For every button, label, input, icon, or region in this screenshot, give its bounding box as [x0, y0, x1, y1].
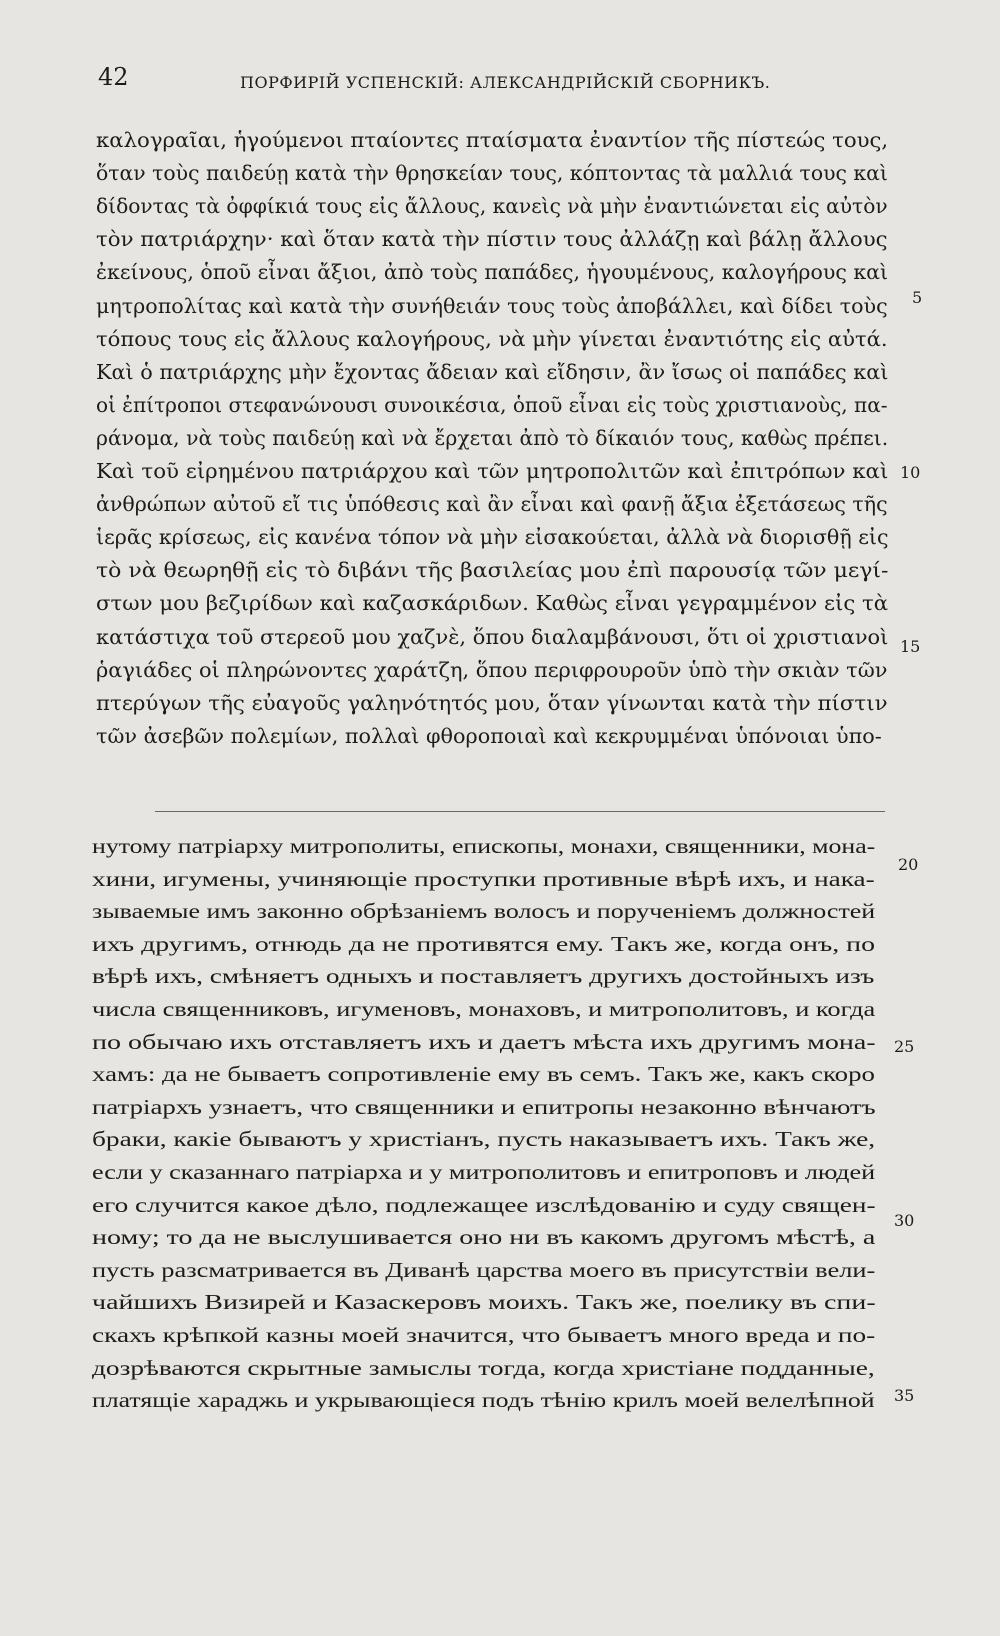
greek-line: ῥαγιάδες οἱ πληρώνοντες χαράτζη, ὅπου περιφρουροῦν ὑπὸ τὴν σκιὰν τῶν — [96, 657, 888, 682]
line-number: 10 — [900, 463, 921, 482]
greek-line: οἱ ἐπίτροποι στεφανώνουσι συνοικέσια, ὁποῦ εἶναι εἰς τοὺς χριστιανοὺς, πα- — [96, 392, 888, 417]
line-number: 5 — [912, 288, 923, 307]
russian-line: ихъ другимъ, отнюдь да не противятся ему. Такъ же, когда онъ, по — [92, 931, 875, 956]
greek-line: τόπους τους εἰς ἄλλους καλογήρους, νὰ μὴν γίνεται ἐναντιότης εἰς αὐτά. — [96, 326, 888, 351]
greek-line: ὅταν τοὺς παιδεύῃ κατὰ τὴν θρησκείαν τους, κόπτοντας τὰ μαλλιά τους καὶ — [96, 161, 888, 186]
russian-line: патріархъ узнаетъ, что священники и епитропы незаконно вѣнчаютъ — [92, 1094, 876, 1119]
greek-line: τὸν πατριάρχην· καὶ ὅταν κατὰ τὴν πίστιν τους ἀλλάζῃ καὶ βάλῃ ἄλλους — [96, 227, 888, 252]
page-number: 42 — [98, 63, 129, 91]
russian-line: числа священниковъ, игуменовъ, монаховъ, и митрополитовъ, и когда — [92, 997, 876, 1021]
greek-line: πτερύγων τῆς εὐαγοῦς γαληνότητός μου, ὅταν γίνωνται κατὰ τὴν πίστιν — [96, 690, 888, 715]
greek-line: καλογραῖαι, ἡγούμενοι πταίοντες πταίσματα ἐναντίον τῆς πίστεώς τους, — [96, 128, 889, 152]
russian-line: вѣрѣ ихъ, смѣняетъ одныхъ и поставляетъ другихъ достойныхъ изъ — [92, 964, 875, 989]
russian-line: зываемые имъ законно обрѣзаніемъ волосъ и порученіемъ должностей — [92, 899, 876, 924]
line-number: 20 — [898, 855, 919, 874]
russian-line: по обычаю ихъ отставляетъ ихъ и даетъ мѣста ихъ другимъ мона- — [92, 1029, 876, 1054]
greek-line: κατάστιχα τοῦ στερεοῦ μου χαζνὲ, ὅπου διαλαμβάνουσι, ὅτι οἱ χριστιανοὶ — [96, 624, 889, 649]
russian-line: платящіе хараджь и укрывающіеся подъ тѣнію крилъ моей велелѣпной — [92, 1388, 875, 1413]
greek-line: ἐκείνους, ὁποῦ εἶναι ἄξιοι, ἀπὸ τοὺς παπάδες, ἡγουμένους, καλογήρους καὶ — [96, 260, 889, 285]
line-number: 30 — [894, 1211, 915, 1230]
russian-line: хамъ: да не бываетъ сопротивленіе ему въ семъ. Такъ же, какъ скоро — [92, 1062, 875, 1087]
greek-line: ἱερᾶς κρίσεως, εἰς κανένα τόπον νὰ μὴν εἰσακούεται, ἀλλὰ νὰ διορισθῇ εἰς — [96, 525, 889, 550]
russian-line: пусть разсматривается въ Диванѣ царства моего въ присутствіи вели- — [92, 1257, 876, 1282]
line-number: 15 — [900, 637, 921, 656]
divider-rule — [155, 811, 885, 812]
greek-line: τῶν ἀσεβῶν πολεμίων, πολλαὶ φθοροποιαὶ καὶ κεκρυμμέναι ὑπόνοιαι ὑπο- — [96, 723, 882, 748]
russian-line: дозрѣваются скрытные замыслы тогда, когда христіане подданные, — [92, 1355, 875, 1380]
greek-line: μητροπολίτας καὶ κατὰ τὴν συνήθειάν τους τοὺς ἀποβάλλει, καὶ δίδει τοὺς — [96, 293, 888, 318]
russian-line: чайшихъ Визирей и Казаскеровъ моихъ. Такъ же, поелику въ спи- — [92, 1290, 876, 1315]
greek-line: δίδοντας τὰ ὀφφίκιά τους εἰς ἄλλους, κανεὶς νὰ μὴν ἐναντιώνεται εἰς αὐτὸν — [96, 194, 888, 219]
greek-line: Καὶ τοῦ εἰρημένου πατριάρχου καὶ τῶν μητροπολιτῶν καὶ ἐπιτρόπων καὶ — [96, 459, 889, 483]
russian-line: браки, какіе бываютъ у христіанъ, пусть наказываетъ ихъ. Такъ же, — [92, 1127, 876, 1152]
greek-line: στων μου βεζιρίδων καὶ καζασκάριδων. Καθὼς εἶναι γεγραμμένον εἰς τὰ — [96, 591, 889, 616]
russian-line: нутому патріарху митрополиты, епископы, монахи, священники, мона- — [92, 834, 876, 858]
greek-line: ἀνθρώπων αὐτοῦ εἴ τις ὑπόθεσις καὶ ἂν εἶναι καὶ φανῇ ἄξια ἐξετάσεως τῆς — [96, 492, 888, 517]
running-title: ПОРФИРІЙ УСПЕНСКІЙ: АЛЕКСАНДРІЙСКІЙ СБОРНИКЪ. — [240, 73, 771, 92]
greek-line: Καὶ ὁ πατριάρχης μὴν ἔχοντας ἄδειαν καὶ εἴδησιν, ἂν ἴσως οἱ παπάδες καὶ — [96, 359, 889, 384]
greek-line: ράνομα, νὰ τοὺς παιδεύῃ καὶ νὰ ἔρχεται ἀπὸ τὸ δίκαιόν τους, καθὼς πρέπει. — [96, 425, 889, 450]
russian-line: его случится какое дѣло, подлежащее изслѣдованію и суду священ- — [92, 1192, 876, 1217]
line-number: 25 — [894, 1037, 915, 1056]
russian-line: ному; то да не выслушивается оно ни въ какомъ другомъ мѣстѣ, а — [92, 1225, 876, 1250]
russian-line: скахъ крѣпкой казны моей значится, что бываетъ много вреда и по- — [92, 1323, 876, 1347]
russian-line: если у сказаннаго патріарха и у митрополитовъ и епитроповъ и людей — [92, 1160, 876, 1184]
line-number: 35 — [894, 1386, 915, 1405]
greek-line: τὸ νὰ θεωρηθῇ εἰς τὸ διβάνι τῆς βασιλείας μου ἐπὶ παρουσίᾳ τῶν μεγί- — [96, 558, 889, 583]
russian-line: хини, игумены, учиняющіе проступки противные вѣрѣ ихъ, и нака- — [92, 866, 875, 891]
